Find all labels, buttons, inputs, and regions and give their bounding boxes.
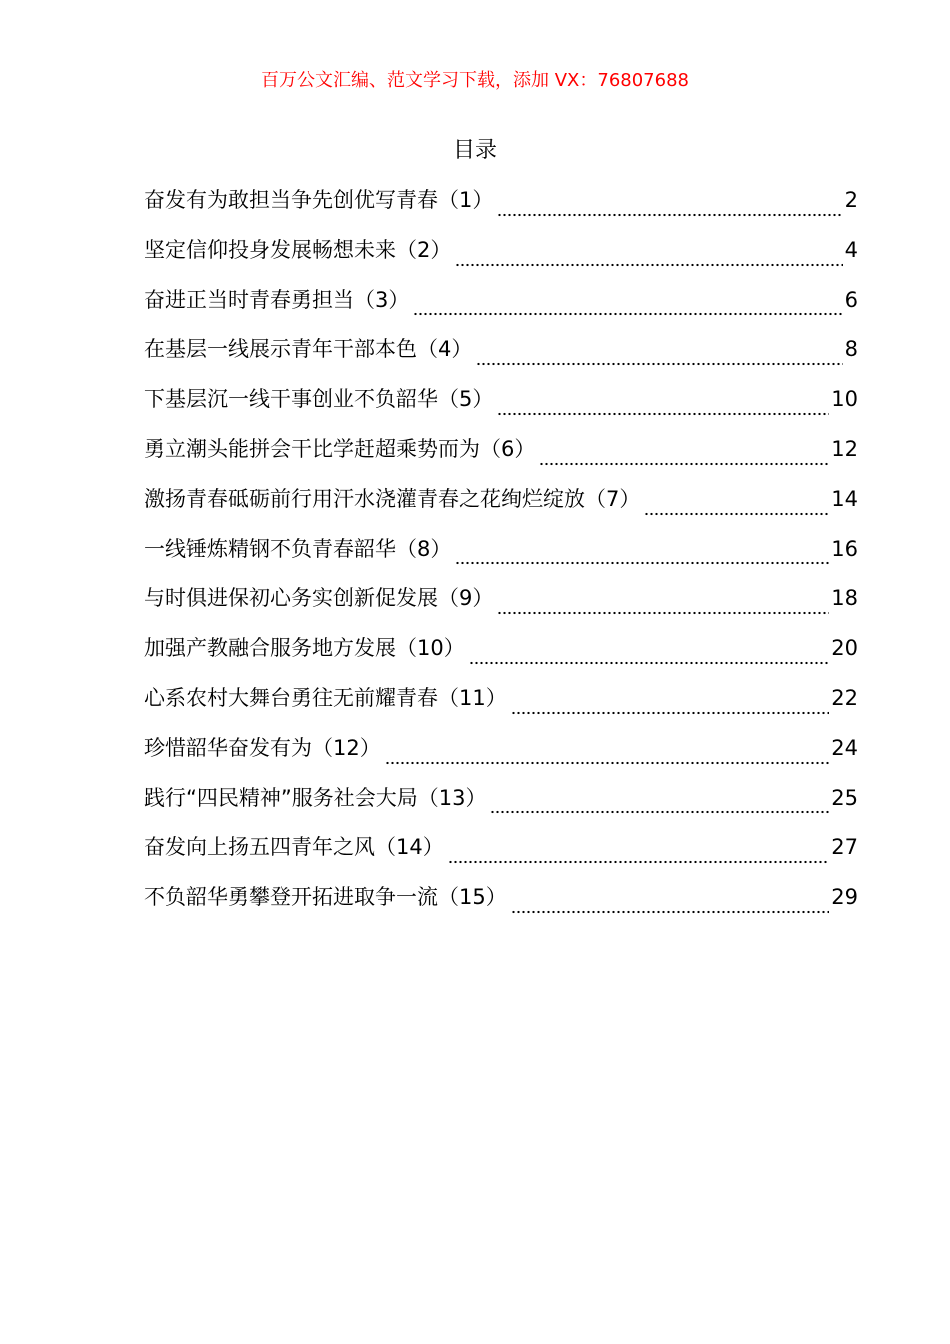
toc-dot-leader bbox=[448, 860, 830, 864]
toc-dot-leader bbox=[469, 661, 830, 665]
toc-entry[interactable] bbox=[144, 183, 858, 233]
toc-entry[interactable] bbox=[144, 382, 858, 432]
toc-entry-page: 6 bbox=[844, 287, 858, 312]
toc-dot-leader bbox=[511, 910, 830, 914]
toc-entry-page: 12 bbox=[831, 436, 858, 461]
toc-dot-leader bbox=[644, 512, 829, 516]
toc-dot-leader bbox=[497, 412, 829, 416]
toc-entry-page: 25 bbox=[831, 785, 858, 810]
toc-dot-leader bbox=[476, 362, 842, 366]
toc-entry-page: 4 bbox=[844, 237, 858, 262]
toc-entry-title: 奋发有为敢担当争先创优写青春（1） bbox=[144, 188, 494, 212]
toc-entry[interactable] bbox=[144, 332, 858, 382]
toc-entry-page: 22 bbox=[831, 685, 858, 710]
toc-entry[interactable] bbox=[144, 781, 858, 831]
toc-entry[interactable] bbox=[144, 283, 858, 333]
toc-entry-title: 珍惜韶华奋发有为（12） bbox=[144, 735, 381, 760]
toc-dot-leader bbox=[455, 263, 842, 267]
toc-entry-title: 坚定信仰投身发展畅想未来（2） bbox=[144, 237, 452, 262]
toc-entry-page: 16 bbox=[831, 536, 858, 561]
toc-entry-title: 下基层沉一线干事创业不负韶华（5） bbox=[144, 387, 494, 412]
toc-dot-leader bbox=[497, 213, 842, 217]
toc-entry-title: 与时俱进保初心务实创新促发展（9） bbox=[144, 586, 494, 611]
toc-dot-leader bbox=[490, 810, 829, 814]
toc-entry-page: 10 bbox=[831, 387, 858, 412]
toc-list bbox=[144, 183, 858, 930]
toc-dot-leader bbox=[413, 312, 842, 316]
toc-dot-leader bbox=[511, 711, 830, 715]
toc-entry-title: 勇立潮头能拼会干比学赶超乘势而为（6） bbox=[144, 436, 536, 461]
header-note: 百万公文汇编、范文学习下载，添加 VX：76807688 bbox=[261, 70, 689, 91]
toc-entry-title: 践行“四民精神”服务社会大局（13） bbox=[144, 785, 487, 810]
toc-entry[interactable] bbox=[144, 581, 858, 631]
toc-entry-title: 一线锤炼精钢不负青春韶华（8） bbox=[144, 536, 452, 561]
toc-dot-leader bbox=[385, 761, 830, 765]
toc-entry-page: 18 bbox=[831, 586, 858, 611]
toc-entry-page: 20 bbox=[831, 636, 858, 661]
toc-entry-title: 加强产教融合服务地方发展（10） bbox=[144, 636, 465, 661]
toc-entry-title: 在基层一线展示青年干部本色（4） bbox=[144, 337, 473, 362]
toc-entry[interactable] bbox=[144, 482, 858, 532]
toc-entry[interactable] bbox=[144, 731, 858, 781]
toc-entry-page: 14 bbox=[831, 486, 858, 511]
toc-entry[interactable] bbox=[144, 880, 858, 930]
toc-entry-page: 27 bbox=[831, 835, 858, 860]
toc-dot-leader bbox=[455, 561, 829, 565]
toc-entry[interactable] bbox=[144, 532, 858, 582]
toc-entry[interactable] bbox=[144, 830, 858, 880]
toc-title: 目录 bbox=[452, 138, 497, 163]
toc-dot-leader bbox=[539, 462, 829, 466]
toc-entry-title: 不负韶华勇攀登开拓进取争一流（15） bbox=[144, 885, 507, 910]
toc-dot-leader bbox=[497, 611, 829, 615]
toc-entry[interactable] bbox=[144, 233, 858, 283]
toc-entry-page: 29 bbox=[831, 885, 858, 910]
toc-entry[interactable] bbox=[144, 681, 858, 731]
toc-entry-page: 24 bbox=[831, 735, 858, 760]
toc-entry[interactable] bbox=[144, 432, 858, 482]
toc-entry[interactable] bbox=[144, 631, 858, 681]
toc-entry-title: 心系农村大舞台勇往无前耀青春（11） bbox=[144, 685, 507, 710]
toc-entry-title: 奋发向上扬五四青年之风（14） bbox=[144, 835, 444, 860]
toc-entry-page: 2 bbox=[844, 188, 858, 212]
toc-entry-title: 激扬青春砥砺前行用汗水浇灌青春之花绚烂绽放（7） bbox=[144, 486, 641, 511]
toc-entry-page: 8 bbox=[844, 337, 858, 362]
toc-entry-title: 奋进正当时青春勇担当（3） bbox=[144, 287, 410, 312]
